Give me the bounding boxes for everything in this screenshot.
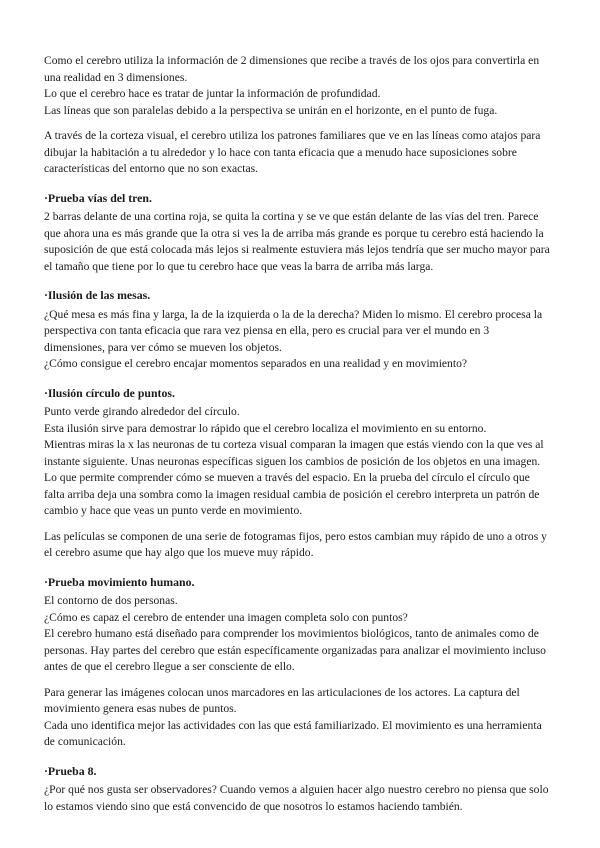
section-paragraph: ¿Qué mesa es más fina y larga, la de la izquierda o la de la derecha? Miden lo mismo. El cerebro procesa la perspectiva con tanta eficacia que rara vez piensa en ella, pero es crucial para ver el mundo en 3 dimensiones, para ver cómo se mueven los objetos. xyxy=(44,307,543,354)
section-heading: ·Ilusión de las mesas. xyxy=(44,288,151,302)
section-paragraph: Las películas se componen de una serie de fotogramas fijos, pero estos cambian muy rápido de uno a otros y el cerebro asume que hay algo que los mueve muy rápido. xyxy=(44,529,547,559)
section-heading: ·Prueba vías del tren. xyxy=(44,190,152,205)
intro-line: Las líneas que son paralelas debido a la perspectiva se unirán en el horizonte, en el punto de fuga. xyxy=(44,103,498,117)
section-paragraph: ¿Por qué nos gusta ser observadores? Cuando vemos a alguien hacer algo nuestro cerebro no piensa que solo lo estamos viendo sino que está convencido de que nosotros lo estamos haciendo también. xyxy=(44,783,549,813)
section-prueba-8 xyxy=(44,763,550,816)
section-ilusion-mesas xyxy=(44,287,550,373)
section-circulo-puntos xyxy=(44,385,550,562)
section-paragraph: ¿Cómo consigue el cerebro encajar momentos separados en una realidad y en movimiento? xyxy=(44,357,468,370)
section-paragraph: Para generar las imágenes colocan unos marcadores en las articulaciones de los actores. La captura del movimiento genera esas nubes de puntos. xyxy=(44,685,520,715)
section-paragraph: Esta ilusión sirve para demostrar lo rápido que el cerebro localiza el movimiento en su entorno. xyxy=(44,421,487,435)
intro-line: Como el cerebro utiliza la información de 2 dimensiones que recibe a través de los ojos para convertirla en una realidad en 3 dimensiones. xyxy=(44,54,540,84)
section-paragraph: ¿Cómo es capaz el cerebro de entender una imagen completa solo con puntos? xyxy=(44,610,408,624)
section-heading: ·Prueba 8. xyxy=(44,763,97,778)
section-heading: ·Ilusión círculo de puntos. xyxy=(44,385,175,400)
intro-line: Lo que el cerebro hace es tratar de juntar la información de profundidad. xyxy=(44,87,381,100)
section-paragraph: El cerebro humano está diseñado para comprender los movimientos biológicos, tanto de animales como de personas. Hay partes del cerebro que están específicamente organizadas para analizar el movimiento incluso antes de que el cerebro llegue a ser consciente de ello. xyxy=(44,627,546,673)
section-paragraph: Cada uno identifica mejor las actividades con las que está familiarizado. El movimiento es una herramienta de comunicación. xyxy=(44,718,542,748)
intro-paragraph: A través de la corteza visual, el cerebro utiliza los patrones familiares que ve en las líneas como atajos para dibujar la habitación a tu alrededor y lo hace con tanta eficacia que a menudo hace suposiciones sobre características del entorno que no son exactas. xyxy=(44,129,541,175)
section-paragraph: Punto verde girando alrededor del círculo. xyxy=(44,405,240,418)
intro-block xyxy=(44,53,550,178)
section-vias-del-tren xyxy=(44,190,550,276)
section-heading: ·Prueba movimiento humano. xyxy=(44,574,195,589)
section-movimiento-humano xyxy=(44,574,550,751)
section-paragraph: 2 barras delante de una cortina roja, se quita la cortina y se ve que están delante de las vías del tren. Parece que ahora una es más grande que la otra si ves la de arriba más grande es porque tu cerebro está haciendo la suposición de que está colocada más lejos si realmente estuviera más lejos tendría que ser mucho mayor para el tamaño que tiene por lo que tu cerebro hace que veas la barra de arriba más larga. xyxy=(44,210,550,273)
section-paragraph: Mientras miras la x las neuronas de tu corteza visual comparan la imagen que estás viendo con la que ves al instante siguiente. Unas neuronas específicas siguen los cambios de posición de los objetos en una imagen. Lo que permite comprender cómo se mueven a través del espacio. En la prueba del círculo el círculo que falta arriba deja una sombra como la imagen residual cambia de posición el cerebro interpreta un patrón de cambio y hace que veas un punto verde en movimiento. xyxy=(44,438,544,517)
section-paragraph: El contorno de dos personas. xyxy=(44,594,178,607)
